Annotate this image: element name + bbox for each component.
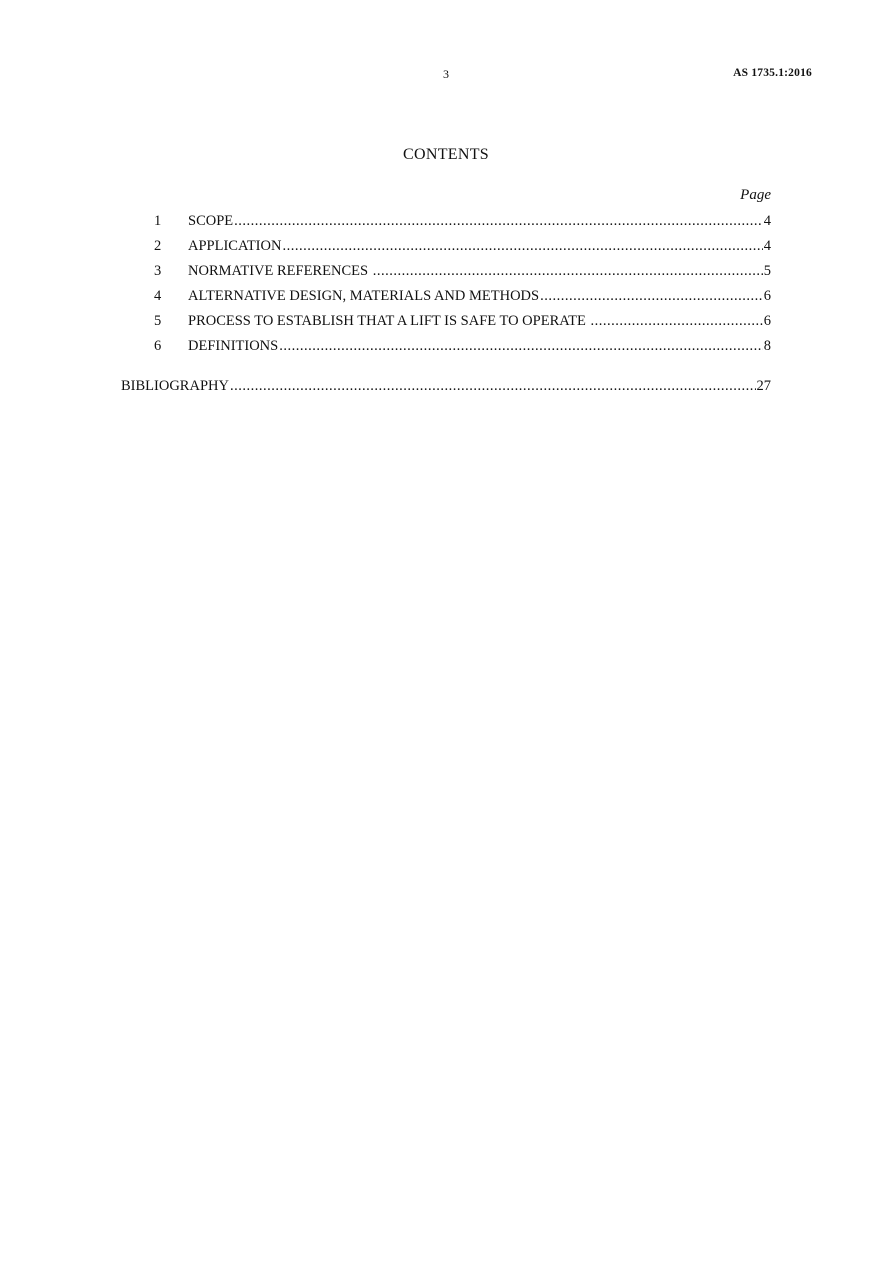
toc-entry-title: ALTERNATIVE DESIGN, MATERIALS AND METHODS (188, 288, 540, 304)
toc-entry-definitions[interactable] (150, 338, 771, 358)
toc-entry-scope[interactable] (150, 213, 771, 233)
toc-entry-number: 4 (154, 288, 162, 304)
toc-dot-leader (540, 288, 763, 305)
toc-entry-page: 6 (763, 288, 771, 304)
toc-entry-page: 27 (756, 378, 771, 394)
toc-entry-number: 2 (154, 238, 162, 254)
toc-dot-leader (279, 338, 763, 355)
toc-dot-leader (373, 263, 763, 280)
page-number: 3 (443, 67, 449, 81)
toc-entry-number: 3 (154, 263, 162, 279)
toc-entry-title: NORMATIVE REFERENCES (188, 263, 372, 279)
toc-entry-title: BIBLIOGRAPHY (121, 378, 229, 394)
toc-entry-page: 6 (763, 313, 771, 329)
toc-entry-title: DEFINITIONS (188, 338, 279, 354)
page-column-label: Page (740, 187, 771, 203)
toc-entry-page: 4 (763, 238, 771, 254)
toc-dot-leader (234, 213, 763, 230)
toc-dot-leader (230, 378, 756, 395)
document-id: AS 1735.1:2016 (733, 67, 812, 79)
toc-entry-application[interactable] (150, 238, 771, 258)
toc-entry-number: 1 (154, 213, 162, 229)
toc-dot-leader (590, 313, 762, 330)
toc-entry-page: 8 (763, 338, 771, 354)
toc-entry-page: 5 (763, 263, 771, 279)
toc-entry-title: APPLICATION (188, 238, 282, 254)
toc-entry-alternative-design[interactable] (150, 288, 771, 308)
toc-entry-title: PROCESS TO ESTABLISH THAT A LIFT IS SAFE TO OPERATE (188, 313, 590, 329)
toc-dot-leader (282, 238, 762, 255)
toc-entry-bibliography[interactable] (121, 378, 771, 398)
contents-title: CONTENTS (403, 146, 489, 163)
toc-entry-number: 5 (154, 313, 162, 329)
toc-entry-number: 6 (154, 338, 162, 354)
toc-entry-page: 4 (763, 213, 771, 229)
toc-entry-title: SCOPE (188, 213, 234, 229)
toc-entry-normative-references[interactable] (150, 263, 771, 283)
toc-entry-process-safe-to-operate[interactable] (150, 313, 771, 333)
